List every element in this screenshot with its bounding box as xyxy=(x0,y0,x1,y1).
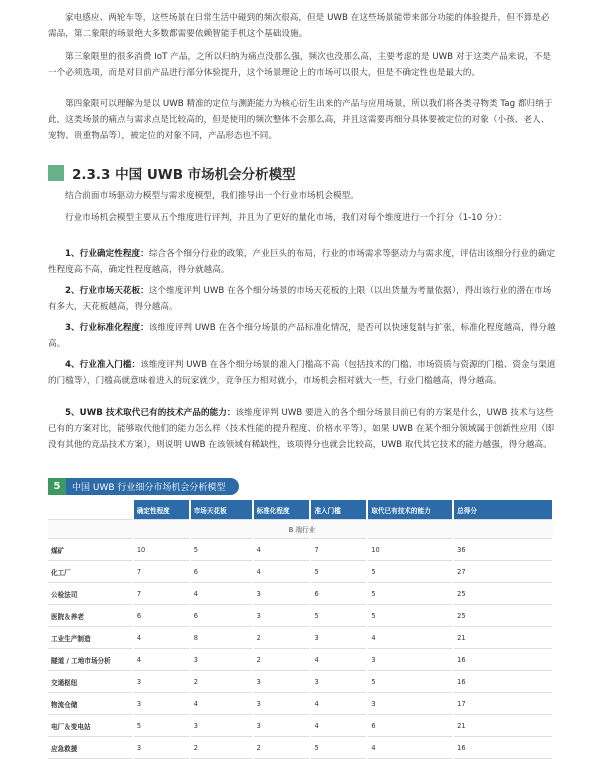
group-row xyxy=(48,520,553,539)
score-cell: 3 xyxy=(190,715,253,737)
table-row xyxy=(48,561,553,583)
score-cell: 3 xyxy=(367,693,453,715)
table-row xyxy=(48,583,553,605)
score-cell: 5 xyxy=(367,671,453,693)
score-cell: 16 xyxy=(453,649,553,671)
row-label: 煤矿 xyxy=(48,539,133,561)
header-ceiling: 市场天花板 xyxy=(190,500,253,520)
table-row xyxy=(48,737,553,759)
header-replacement: 取代已有技术的能力 xyxy=(367,500,453,520)
score-cell: 3 xyxy=(133,737,190,759)
score-cell: 25 xyxy=(453,605,553,627)
row-label: 物流仓储 xyxy=(48,693,133,715)
score-cell: 16 xyxy=(453,737,553,759)
score-cell: 3 xyxy=(133,693,190,715)
score-cell: 16 xyxy=(453,671,553,693)
row-label: 工业生产制造 xyxy=(48,627,133,649)
score-cell: 5 xyxy=(190,539,253,561)
score-cell: 2 xyxy=(253,627,311,649)
header-standardization: 标准化程度 xyxy=(253,500,311,520)
table-title: 中国 UWB 行业细分市场机会分析模型 xyxy=(66,478,239,495)
dimension-label: 5、UWB 技术取代已有的技术产品的能力： xyxy=(65,408,236,418)
score-cell: 2 xyxy=(253,649,311,671)
section-marker xyxy=(48,165,64,181)
score-cell: 4 xyxy=(253,539,311,561)
table-row xyxy=(48,627,553,649)
score-cell: 3 xyxy=(253,693,311,715)
score-cell: 25 xyxy=(453,583,553,605)
dimension-4 xyxy=(48,357,557,389)
score-cell: 3 xyxy=(253,671,311,693)
section-heading xyxy=(48,163,296,183)
table-caption xyxy=(48,478,239,495)
score-cell: 4 xyxy=(133,649,190,671)
score-cell: 4 xyxy=(190,693,253,715)
dimension-text: 综合各个细分行业的政策，产业巨头的布局，行业的市场需求等驱动力与需求度，评估出该细分行业的确定性程度高不高，确定性程度越高，得分就越高。 xyxy=(48,249,556,275)
intro-paragraph-2: 第三象限里的很多消费 IoT 产品，之所以归纳为痛点没那么强，频次也没那么高，主要考虑的是 UWB 对于这类产品来说，不是一个必须选项，而是对目前产品进行部分体验提升，这个场景理论上的市场可以很大，但是不确定性也是最大的。 xyxy=(48,52,551,78)
score-cell: 6 xyxy=(367,715,453,737)
table-row xyxy=(48,539,553,561)
row-label: 隧道 / 工地市场分析 xyxy=(48,649,133,671)
score-cell: 4 xyxy=(253,561,311,583)
score-cell: 2 xyxy=(190,671,253,693)
score-cell: 4 xyxy=(310,715,367,737)
row-label: 电厂＆变电站 xyxy=(48,715,133,737)
score-cell: 8 xyxy=(190,627,253,649)
section-paragraph-2: 行业市场机会模型主要从五个维度进行评判，并且为了更好的量化市场，我们对每个维度进行一个打分（1-10 分）： xyxy=(65,213,507,223)
row-label: 公检法司 xyxy=(48,583,133,605)
score-cell: 7 xyxy=(133,583,190,605)
score-cell: 3 xyxy=(133,671,190,693)
table-row xyxy=(48,605,553,627)
table-row xyxy=(48,715,553,737)
score-cell: 7 xyxy=(133,561,190,583)
header-total: 总得分 xyxy=(453,500,553,520)
score-cell: 3 xyxy=(310,671,367,693)
score-cell: 3 xyxy=(367,649,453,671)
table-row xyxy=(48,693,553,715)
row-label: 应急救援 xyxy=(48,737,133,759)
row-label: 化工厂 xyxy=(48,561,133,583)
score-cell: 4 xyxy=(133,627,190,649)
dimension-1 xyxy=(48,246,557,278)
score-cell: 5 xyxy=(310,605,367,627)
section-title: 2.3.3 中国 UWB 市场机会分析模型 xyxy=(72,167,296,183)
dimension-text: 该维度评判 UWB 要进入的各个细分场景目前已有的方案是什么，UWB 技术与这些已有的方案对比，能够取代他们的能力怎么样（技术性能的提升程度、价格水平等），如果 UWB 在某个细分领域属于创新性应用（即没有其他的竞品技术方案），则说明 UWB 在该领域有稀缺性，该项得分也就会比较高，UWB 取代其它技术的能力越强，得分越高。 xyxy=(48,408,555,450)
dimension-5 xyxy=(48,405,557,453)
header-certainty: 确定性程度 xyxy=(133,500,190,520)
score-cell: 10 xyxy=(367,539,453,561)
score-cell: 2 xyxy=(190,737,253,759)
score-cell: 5 xyxy=(310,561,367,583)
score-cell: 36 xyxy=(453,539,553,561)
score-cell: 7 xyxy=(310,539,367,561)
score-cell: 27 xyxy=(453,561,553,583)
score-cell: 3 xyxy=(253,605,311,627)
header-blank xyxy=(48,500,133,520)
header-barrier: 准入门槛 xyxy=(310,500,367,520)
score-cell: 4 xyxy=(310,649,367,671)
score-cell: 3 xyxy=(253,715,311,737)
intro-paragraph-3: 第四象限可以理解为是以 UWB 精准的定位与测距能力为核心衍生出来的产品与应用场景，所以我们将各类寻物类 Tag 都归纳于此，这类场景的痛点与需求点是比较高的，但是使用的频次整体不会那么高，并且这需要再细分具体要被定位的对象（小孩、老人、宠物、贵重物品等），被定位的对象不同，产品形态也不同。 xyxy=(48,99,553,141)
dimension-3 xyxy=(48,320,557,352)
score-cell: 6 xyxy=(133,605,190,627)
score-cell: 6 xyxy=(190,605,253,627)
score-cell: 5 xyxy=(367,583,453,605)
score-cell: 3 xyxy=(253,583,311,605)
intro-paragraph-1: 家电感应、两轮车等，这些场景在日常生活中碰到的频次很高，但是 UWB 在这些场景能带来部分功能的体验提升，但不算是必需品，第二象限的场景绝大多数都需要依赖智能手机这个基础设施。 xyxy=(48,13,550,39)
table-header-row xyxy=(48,500,553,520)
table-number: 5 xyxy=(48,478,66,495)
score-cell: 4 xyxy=(190,583,253,605)
dimension-2 xyxy=(48,283,557,315)
row-label: 医院＆养老 xyxy=(48,605,133,627)
score-cell: 10 xyxy=(133,539,190,561)
dimension-text: 该维度评判 UWB 在各个细分场景的准入门槛高不高（包括技术的门槛、市场资质与资源的门槛、资金与渠道的门槛等），门槛高就意味着进入的玩家就少，竞争压力相对就小，市场机会相对就大一些，行业门槛越高，得分越高。 xyxy=(48,360,556,386)
score-cell: 3 xyxy=(310,627,367,649)
score-cell: 17 xyxy=(453,693,553,715)
market-opportunity-table xyxy=(48,500,554,759)
table-row xyxy=(48,649,553,671)
score-cell: 5 xyxy=(310,737,367,759)
section-paragraph-1: 结合前面市场驱动力模型与需求度模型，我们推导出一个行业市场机会模型。 xyxy=(65,191,359,201)
score-cell: 21 xyxy=(453,715,553,737)
dimension-text: 这个维度评判 UWB 在各个细分场景的市场天花板的上限（以出货量为考量依据），得出该行业的潜在市场有多大，天花板越高，得分越高。 xyxy=(48,286,552,312)
score-cell: 5 xyxy=(133,715,190,737)
row-label: 交通枢纽 xyxy=(48,671,133,693)
dimension-text: 该维度评判 UWB 在各个细分场景的产品标准化情况，是否可以快速复制与扩张，标准化程度越高，得分越高。 xyxy=(48,323,556,349)
score-cell: 6 xyxy=(190,561,253,583)
score-cell: 4 xyxy=(367,627,453,649)
score-cell: 5 xyxy=(367,605,453,627)
dimension-label: 3、行业标准化程度： xyxy=(65,323,149,333)
score-cell: 4 xyxy=(367,737,453,759)
score-cell: 4 xyxy=(310,693,367,715)
score-cell: 3 xyxy=(190,649,253,671)
score-cell: 2 xyxy=(253,737,311,759)
dimension-label: 2、行业市场天花板： xyxy=(65,286,149,296)
score-cell: 21 xyxy=(453,627,553,649)
score-cell: 5 xyxy=(367,561,453,583)
table-row xyxy=(48,671,553,693)
group-label: B 端行业 xyxy=(48,520,553,539)
score-cell: 6 xyxy=(310,583,367,605)
dimension-label: 4、行业准入门槛： xyxy=(65,360,141,370)
dimension-label: 1、行业确定性程度： xyxy=(65,249,149,259)
